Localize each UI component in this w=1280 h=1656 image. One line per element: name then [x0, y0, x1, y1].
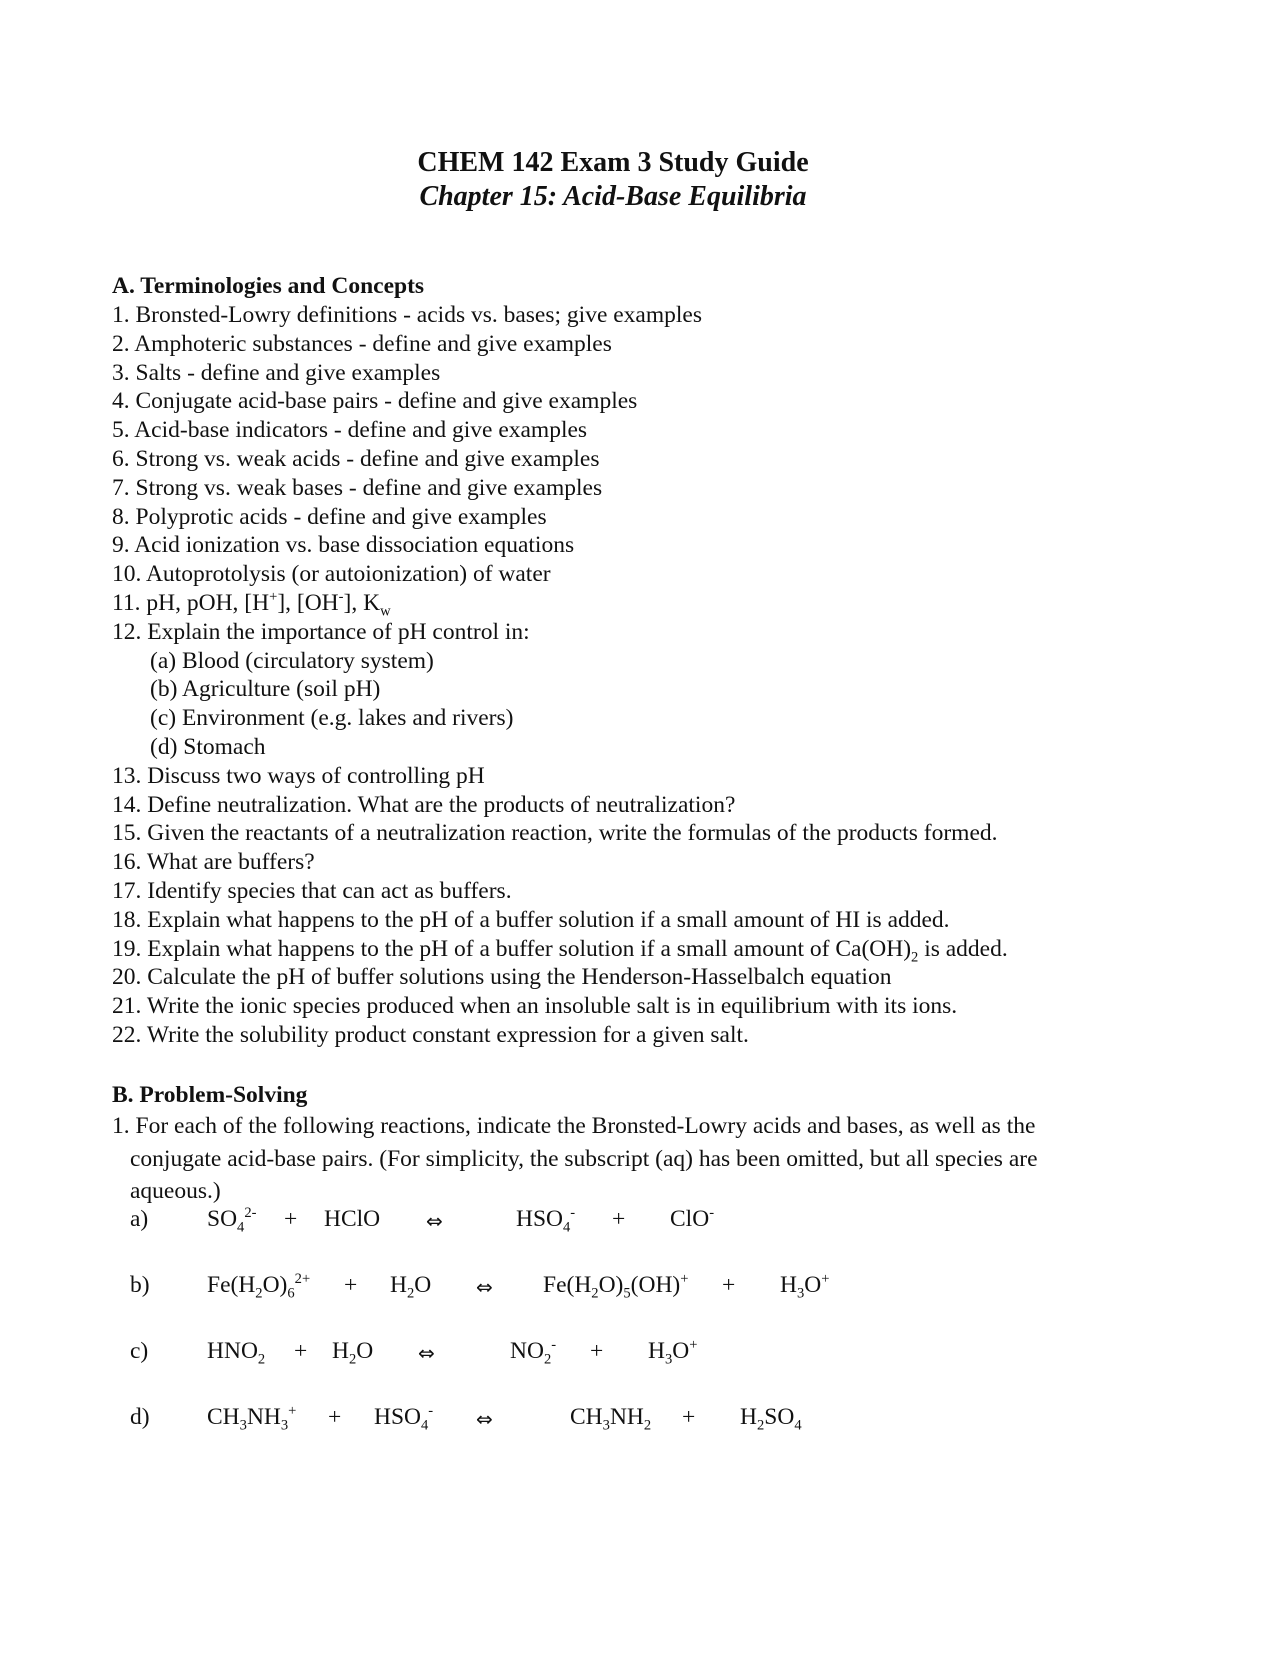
reactant-1: $Fe(H_2O)_6^{2+}$	[207, 1271, 311, 1302]
reactant-1: $SO_4^{2-}$	[207, 1205, 257, 1236]
reaction-label: b)	[130, 1272, 150, 1298]
reaction-label: c)	[130, 1338, 149, 1364]
reactant-2: $H_2O$	[332, 1338, 374, 1368]
reactant-2: $H_2O$	[390, 1272, 432, 1302]
product-2: $H_2SO_4$	[740, 1404, 802, 1434]
plus-sign: +	[612, 1206, 626, 1232]
concept-item-15: 15. Given the reactants of a neutralization reaction, write the formulas of the products formed.	[112, 820, 998, 847]
plus-sign: +	[328, 1404, 342, 1430]
product-1: $HSO_4^-$	[516, 1205, 576, 1236]
product-2: ClO-	[670, 1205, 715, 1232]
concept-item-6: 6. Strong vs. weak acids - define and give examples	[112, 445, 600, 472]
plus-sign: +	[682, 1404, 696, 1430]
concept-item-2: 2. Amphoteric substances - define and give examples	[112, 330, 612, 357]
concept-item-14: 14. Define neutralization. What are the products of neutralization?	[112, 791, 736, 818]
concept-item-10: 10. Autoprotolysis (or autoionization) of water	[112, 561, 551, 588]
reactant-2: $HSO_4^-$	[374, 1403, 434, 1434]
concept-item-16: 16. What are buffers?	[112, 849, 315, 876]
equilibrium-arrow-icon: ⇔	[418, 1341, 435, 1365]
concept-item-17: 17. Identify species that can act as buffers.	[112, 877, 512, 904]
concept-item-13: 13. Discuss two ways of controlling pH	[112, 762, 485, 789]
plus-sign: +	[722, 1272, 736, 1298]
section-a	[112, 272, 1220, 1050]
reactant-1: $CH_3NH_3^+$	[207, 1403, 297, 1434]
concept-item-12: 12. Explain the importance of pH control in:	[112, 618, 530, 645]
plus-sign: +	[284, 1206, 298, 1232]
plus-sign: +	[344, 1272, 358, 1298]
concept-subitem-d: (d) Stomach	[150, 733, 266, 760]
section-b	[112, 1081, 1220, 1208]
concept-subitem-c: (c) Environment (e.g. lakes and rivers)	[150, 705, 514, 732]
title-block	[0, 146, 1280, 214]
product-1: $CH_3NH_2$	[570, 1404, 652, 1434]
equilibrium-arrow-icon: ⇔	[476, 1275, 493, 1299]
page-subtitle: Chapter 15: Acid-Base Equilibria	[419, 181, 807, 212]
concept-item-18: 18. Explain what happens to the pH of a buffer solution if a small amount of HI is added.	[112, 906, 950, 933]
product-1: $NO_2^-$	[510, 1337, 557, 1368]
section-a-heading: A. Terminologies and Concepts	[112, 273, 425, 299]
product-2: $H_3O^+$	[648, 1337, 698, 1368]
reactant-2: HClO	[324, 1206, 381, 1232]
concept-item-21: 21. Write the ionic species produced when an insoluble salt is in equilibrium with its ions.	[112, 993, 958, 1020]
equilibrium-arrow-icon: ⇔	[476, 1407, 493, 1431]
problem-1-text: 1. For each of the following reactions, indicate the Bronsted-Lowry acids and bases, as well as the conjugate acid-base pairs. (For simplicity, the subscript (aq) has been omitted, but all species are aqueous.)	[112, 1113, 1038, 1204]
page-title: CHEM 142 Exam 3 Study Guide	[417, 147, 809, 178]
concept-item-19: 19. Explain what happens to the pH of a buffer solution if a small amount of $Ca(OH)_2$ is added.	[112, 935, 1008, 966]
section-b-heading: B. Problem-Solving	[112, 1082, 308, 1108]
concept-item-3: 3. Salts - define and give examples	[112, 359, 441, 386]
concept-subitem-b: (b) Agriculture (soil pH)	[150, 676, 381, 703]
concept-item-9: 9. Acid ionization vs. base dissociation equations	[112, 532, 575, 559]
plus-sign: +	[294, 1338, 308, 1364]
concept-item-5: 5. Acid-base indicators - define and give examples	[112, 417, 588, 444]
plus-sign: +	[590, 1338, 604, 1364]
reaction-label: d)	[130, 1404, 150, 1430]
reaction-label: a)	[130, 1206, 149, 1232]
concept-item-4: 4. Conjugate acid-base pairs - define and give examples	[112, 388, 638, 415]
concept-item-22: 22. Write the solubility product constant expression for a given salt.	[112, 1021, 749, 1048]
concept-item-7: 7. Strong vs. weak bases - define and give examples	[112, 474, 603, 501]
concept-subitem-a: (a) Blood (circulatory system)	[150, 647, 434, 674]
product-2: $H_3O^+$	[780, 1271, 830, 1302]
equilibrium-arrow-icon: ⇔	[426, 1209, 443, 1233]
concept-item-1: 1. Bronsted-Lowry definitions - acids vs. bases; give examples	[112, 302, 702, 328]
product-1: $Fe(H_2O)_5(OH)^+$	[543, 1271, 689, 1302]
concept-item-11: 11. pH, pOH, [H+], [OH-], $K_w$	[112, 589, 391, 620]
concept-item-8: 8. Polyprotic acids - define and give examples	[112, 503, 547, 530]
concept-item-20: 20. Calculate the pH of buffer solutions using the Henderson-Hasselbalch equation	[112, 964, 892, 991]
reactant-1: $HNO_2$	[207, 1338, 266, 1368]
